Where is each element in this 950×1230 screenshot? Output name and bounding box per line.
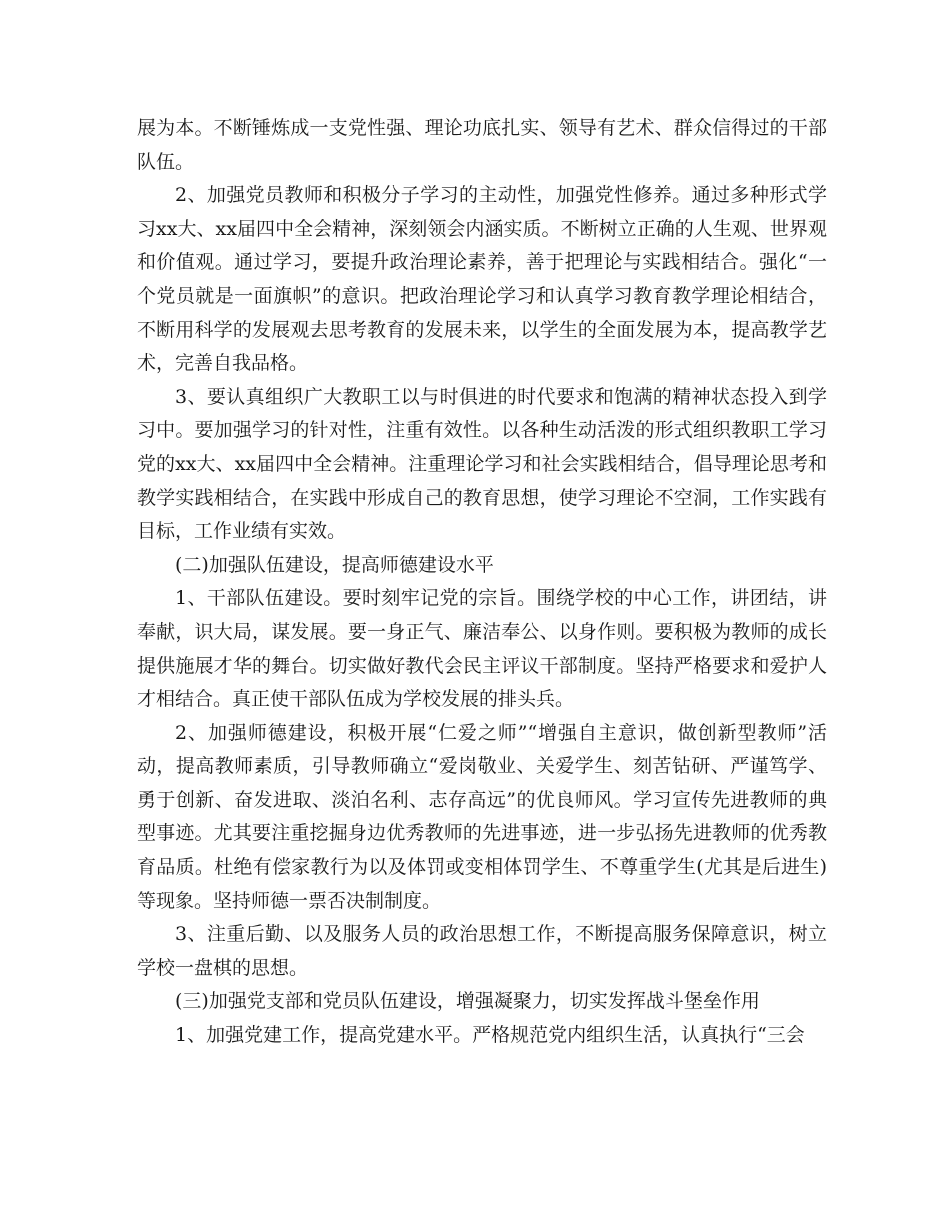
paragraph-item-2-ethics: 2、加强师德建设，积极开展“仁爱之师”“增强自主意识，做创新型教师”活动，提高教师素质，引导教师确立“爱岗敬业、关爱学生、刻苦钻研、严谨笃学、勇于创新、奋发进取、淡泊名利、志存高远”的优良师风。学习宣传先进教师的典型事迹。尤其要注重挖掘身边优秀教师的先进事迹，进一步弘扬先进教师的优秀教育品质。杜绝有偿家教行为以及体罚或变相体罚学生、不尊重学生(尤其是后进生)等现象。坚持师德一票否决制制度。 — [137, 721, 827, 912]
document-body — [137, 112, 827, 1053]
paragraph-item-2-study: 2、加强党员教师和积极分子学习的主动性，加强党性修养。通过多种形式学习xx大、xx届四中全会精神，深刻领会内涵实质。不断树立正确的人生观、世界观和价值观。通过学习，要提升政治理论素养，善于把理论与实践相结合。强化“一个党员就是一面旗帜”的意识。把政治理论学习和认真学习教育教学理论相结合，不断用科学的发展观去思考教育的发展未来，以学生的全面发展为本，提高教学艺术，完善自我品格。 — [137, 184, 827, 375]
paragraph-continuation: 展为本。不断锤炼成一支党性强、理论功底扎实、领导有艺术、群众信得过的干部队伍。 — [137, 117, 827, 173]
paragraph-item-1-party: 1、加强党建工作，提高党建水平。严格规范党内组织生活，认真执行“三会 — [175, 1024, 805, 1047]
section-heading-2: (二)加强队伍建设，提高师德建设水平 — [175, 553, 494, 576]
section-heading-3: (三)加强党支部和党员队伍建设，增强凝聚力，切实发挥战斗堡垒作用 — [175, 990, 760, 1013]
paragraph-item-3-study: 3、要认真组织广大教职工以与时俱进的时代要求和饱满的精神状态投入到学习中。要加强学习的针对性，注重有效性。以各种生动活泼的形式组织教职工学习党的xx大、xx届四中全会精神。注重理论学习和社会实践相结合，倡导理论思考和教学实践相结合，在实践中形成自己的教育思想，使学习理论不空洞，工作实践有目标，工作业绩有实效。 — [137, 385, 827, 543]
paragraph-item-3-logistics: 3、注重后勤、以及服务人员的政治思想工作，不断提高服务保障意识，树立学校一盘棋的思想。 — [137, 923, 827, 979]
paragraph-item-1-cadre: 1、干部队伍建设。要时刻牢记党的宗旨。围绕学校的中心工作，讲团结，讲奉献，识大局，谋发展。要一身正气、廉洁奉公、以身作则。要积极为教师的成长提供施展才华的舞台。切实做好教代会民主评议干部制度。坚持严格要求和爱护人才相结合。真正使干部队伍成为学校发展的排头兵。 — [137, 587, 827, 711]
